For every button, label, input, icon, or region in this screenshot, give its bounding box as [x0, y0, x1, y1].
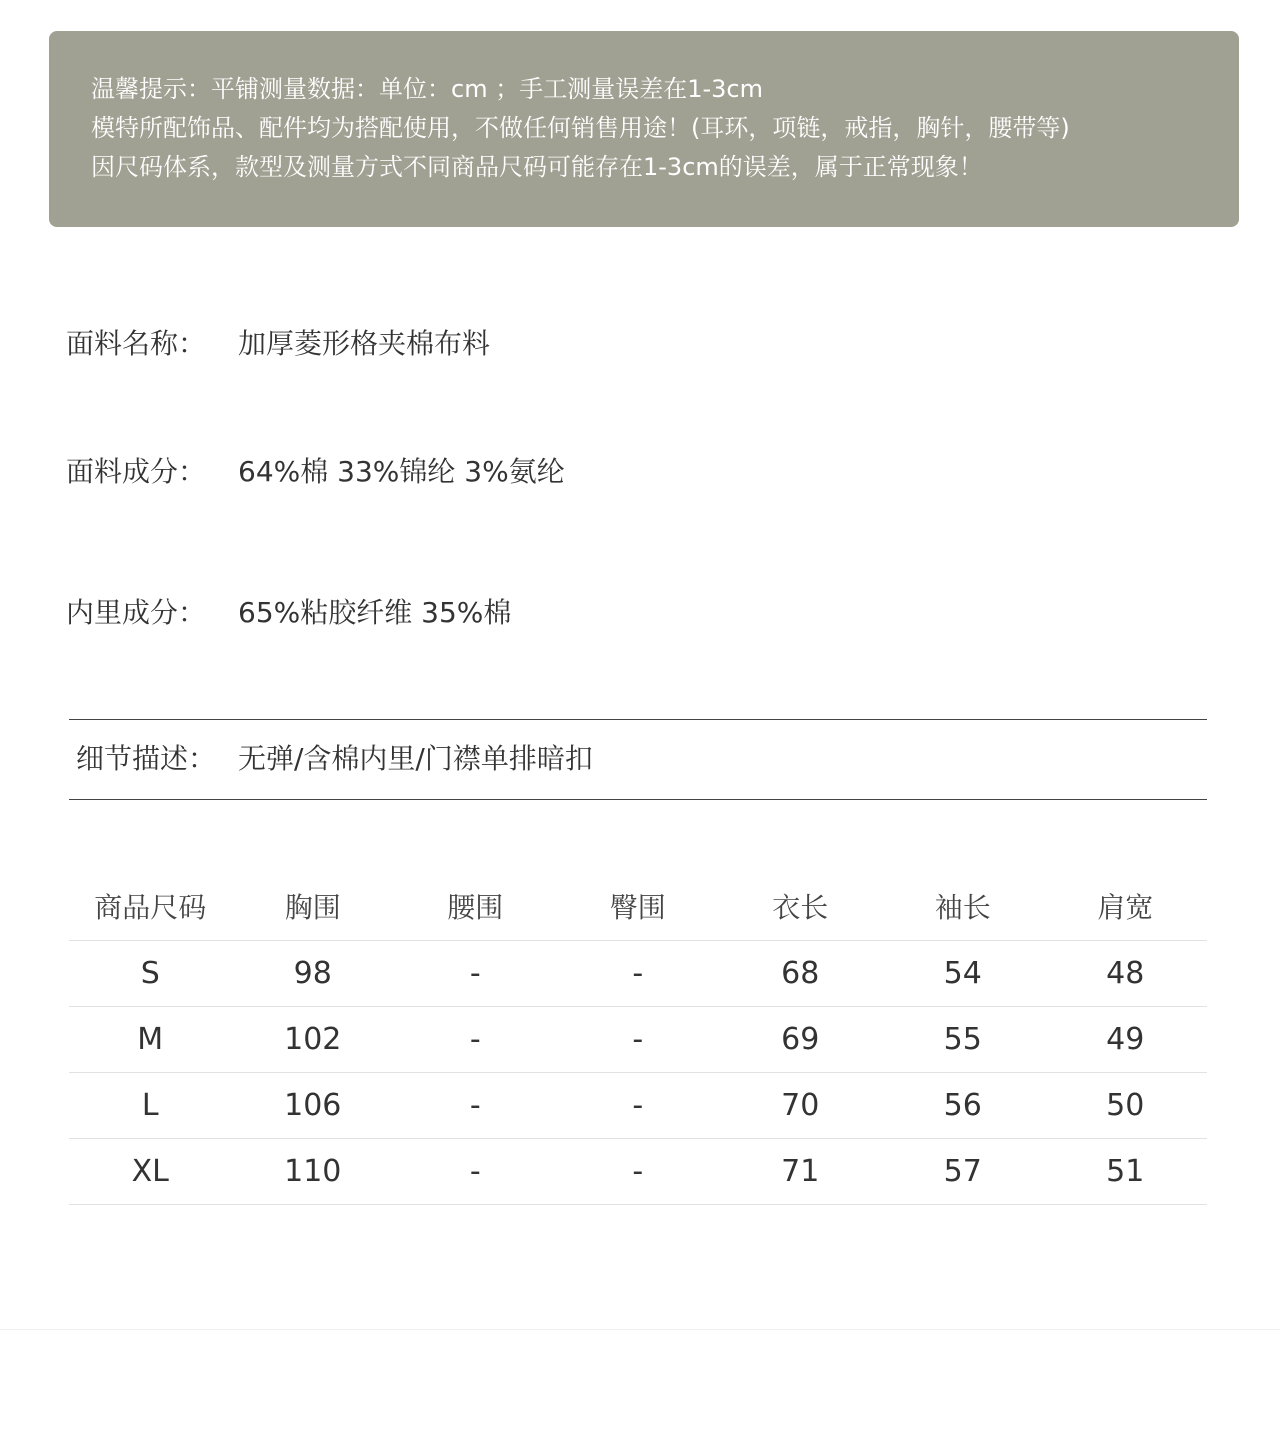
cell-size: L	[141, 1088, 159, 1123]
cell-hip: -	[632, 956, 644, 991]
cell-size: M	[137, 1022, 164, 1057]
cell-length: 70	[781, 1088, 820, 1123]
notice-banner	[49, 31, 1239, 227]
cell-shoulder: 49	[1106, 1022, 1145, 1057]
cell-hip: -	[632, 1022, 644, 1057]
header-sleeve: 袖长	[934, 891, 991, 924]
cell-shoulder: 50	[1106, 1088, 1145, 1123]
cell-sleeve: 55	[943, 1022, 982, 1057]
spec-lining-composition-label: 内里成分：	[66, 596, 207, 629]
cell-length: 71	[781, 1154, 820, 1189]
spec-fabric-name-value: 加厚菱形格夹棉布料	[238, 327, 491, 360]
cell-chest: 98	[293, 956, 332, 991]
cell-chest: 106	[284, 1088, 342, 1123]
cell-chest: 110	[284, 1154, 342, 1189]
page-bottom-divider	[0, 1329, 1280, 1330]
table-row	[69, 941, 1207, 1007]
spec-fabric-composition-value: 64%棉 33%锦纶 3%氨纶	[238, 455, 565, 488]
spec-fabric-composition-label: 面料成分：	[66, 455, 207, 488]
spec-details	[76, 741, 593, 777]
header-chest: 胸围	[284, 891, 341, 924]
cell-waist: -	[469, 1022, 481, 1057]
cell-sleeve: 56	[943, 1088, 982, 1123]
details-bottom-rule	[69, 799, 1207, 800]
spec-lining-composition-value: 65%粘胶纤维 35%棉	[238, 596, 512, 629]
size-table	[69, 872, 1207, 1205]
table-row	[69, 1073, 1207, 1139]
cell-size: S	[140, 956, 160, 991]
cell-sleeve: 54	[943, 956, 982, 991]
spec-lining-composition	[66, 595, 511, 631]
size-table-header	[69, 872, 1207, 941]
cell-length: 69	[781, 1022, 820, 1057]
cell-sleeve: 57	[943, 1154, 982, 1189]
header-size: 商品尺码	[94, 891, 207, 924]
header-waist: 腰围	[447, 891, 504, 924]
cell-size: XL	[131, 1154, 169, 1189]
spec-details-label: 细节描述：	[76, 742, 217, 775]
cell-hip: -	[632, 1154, 644, 1189]
header-length: 衣长	[772, 891, 829, 924]
cell-waist: -	[469, 956, 481, 991]
cell-waist: -	[469, 1088, 481, 1123]
notice-line-measurement: 温馨提示：平铺测量数据：单位：cm ；手工测量误差在1-3cm	[91, 75, 763, 103]
cell-shoulder: 48	[1106, 956, 1145, 991]
cell-hip: -	[632, 1088, 644, 1123]
header-shoulder: 肩宽	[1097, 891, 1154, 924]
cell-chest: 102	[284, 1022, 342, 1057]
details-top-rule	[69, 719, 1207, 720]
notice-line-accessories: 模特所配饰品、配件均为搭配使用，不做任何销售用途！(耳环，项链，戒指，胸针，腰带等)	[91, 114, 1070, 142]
spec-fabric-composition	[66, 454, 565, 490]
spec-details-value: 无弹/含棉内里/门襟单排暗扣	[238, 742, 593, 775]
spec-fabric-name	[66, 326, 490, 362]
notice-line-size-variance: 因尺码体系，款型及测量方式不同商品尺码可能存在1-3cm的误差，属于正常现象！	[91, 153, 983, 181]
cell-length: 68	[781, 956, 820, 991]
table-row	[69, 1007, 1207, 1073]
cell-shoulder: 51	[1106, 1154, 1145, 1189]
spec-fabric-name-label: 面料名称：	[66, 327, 207, 360]
cell-waist: -	[469, 1154, 481, 1189]
header-hip: 臀围	[609, 891, 666, 924]
table-row	[69, 1139, 1207, 1205]
